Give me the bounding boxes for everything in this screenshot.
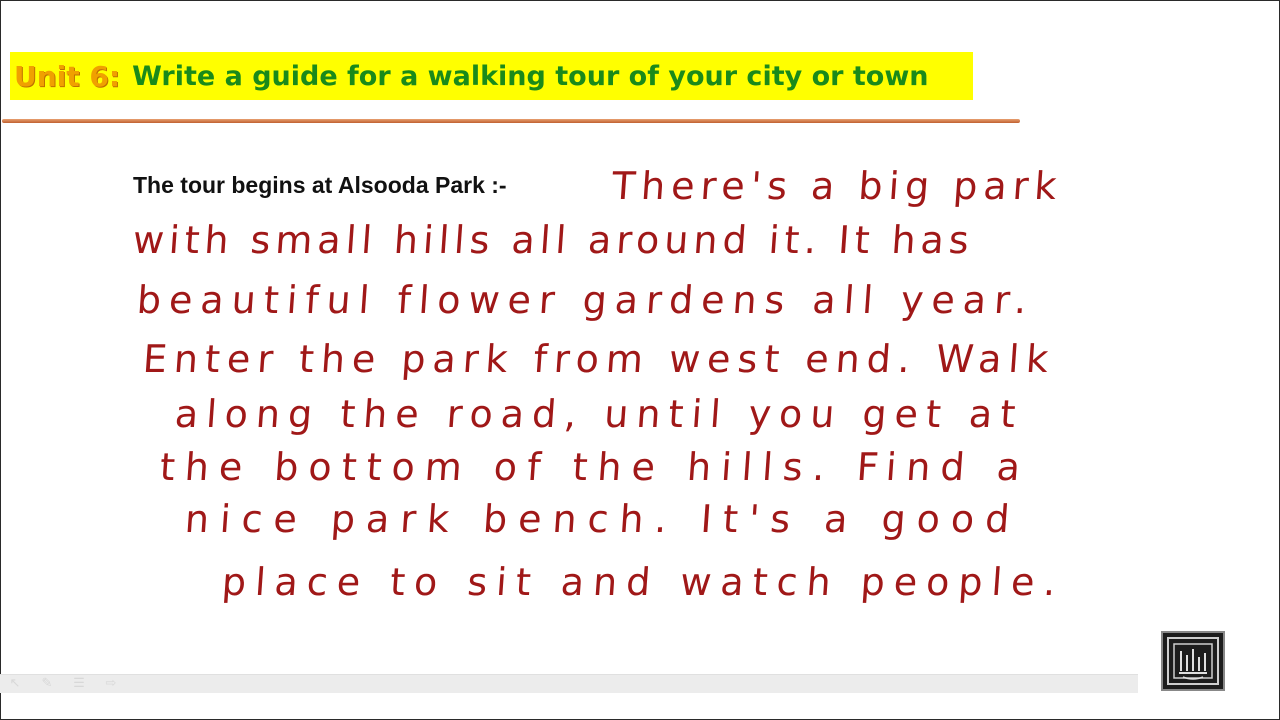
unit-label: Unit 6:	[14, 59, 121, 93]
handwritten-line-5: along the road, until you get at	[173, 392, 1025, 436]
task-title: Write a guide for a walking tour of your city or town	[132, 60, 929, 92]
pointer-icon[interactable]: ↖	[9, 675, 21, 690]
menu-icon[interactable]: ☰	[73, 675, 85, 690]
handwritten-line-2: with small hills all around it. It has	[131, 218, 976, 262]
pen-icon[interactable]: ✎	[41, 675, 53, 690]
presentation-toolbar	[0, 674, 1138, 693]
handwritten-line-6: the bottom of the hills. Find a	[158, 445, 1032, 489]
slide-title-bar	[10, 52, 973, 100]
handwritten-line-1: There's a big park	[610, 164, 1064, 208]
institution-logo	[1161, 631, 1225, 691]
title-underline	[2, 119, 1020, 123]
handwritten-line-7: nice park bench. It's a good	[183, 497, 1022, 541]
handwritten-line-3: beautiful flower gardens all year.	[135, 278, 1036, 322]
intro-text: The tour begins at Alsooda Park :-	[133, 172, 507, 198]
handwritten-line-8: place to sit and watch people.	[220, 560, 1067, 604]
handwritten-line-4: Enter the park from west end. Walk	[141, 337, 1057, 381]
arrow-icon[interactable]: ⇨	[105, 675, 117, 690]
